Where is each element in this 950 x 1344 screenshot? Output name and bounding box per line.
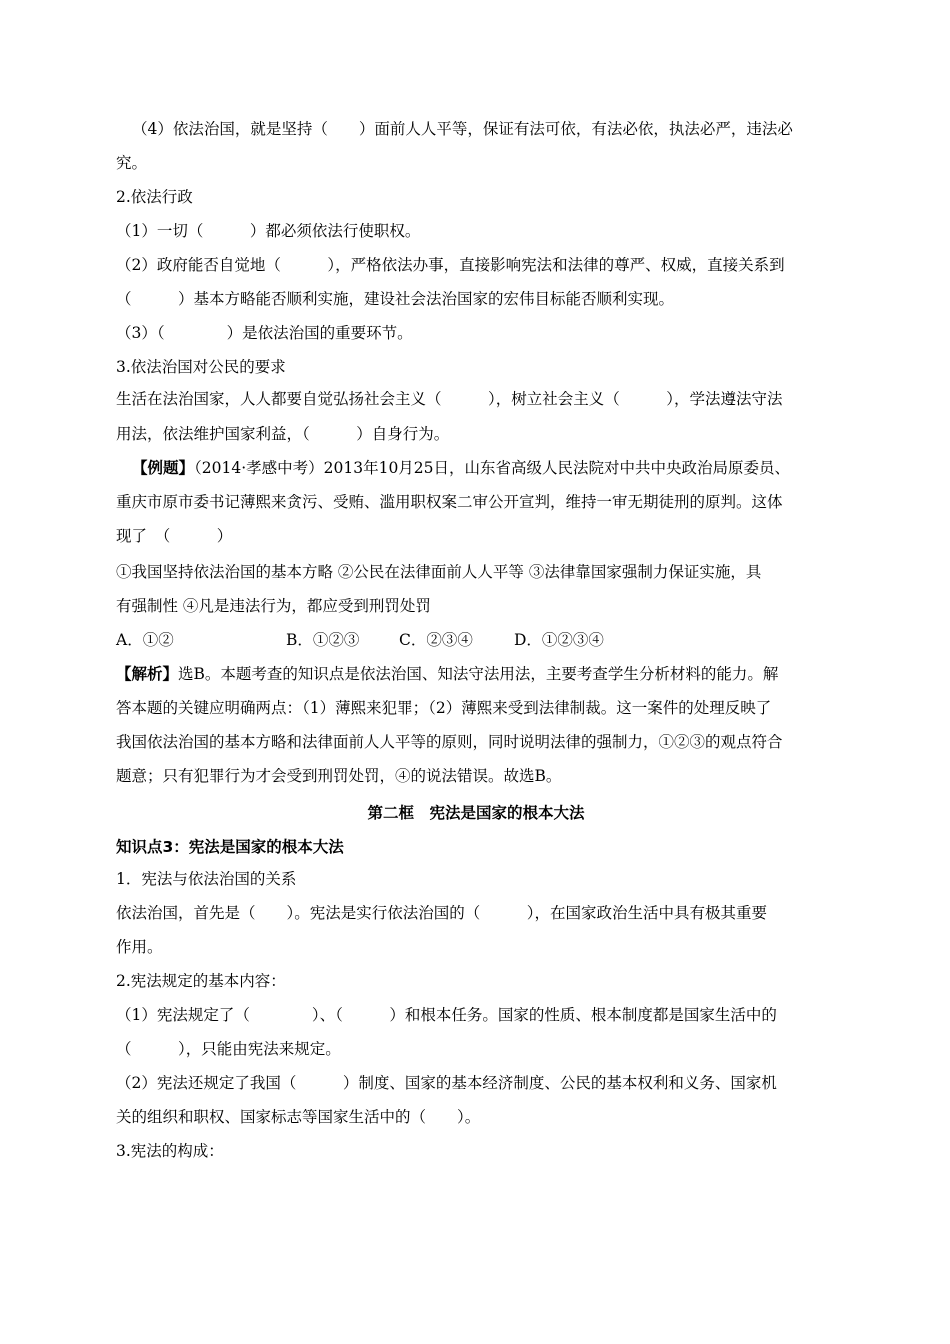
- text-line: 3.宪法的构成：: [116, 1142, 224, 1160]
- text-line: 用法，依法维护国家利益，（ ）自身行为。: [116, 425, 450, 443]
- text-line: 题意；只有犯罪行为才会受到刑罚处罚，④的说法错误。故选B。: [116, 767, 562, 785]
- option-b: B．①②③: [286, 631, 360, 649]
- analysis-text: 选B。本题考查的知识点是依法治国、知法守法用法，主要考查学生分析材料的能力。解: [178, 665, 779, 683]
- text-line: 3.依法治国对公民的要求: [116, 358, 286, 376]
- text-line: （2）政府能否自觉地（ ），严格依法办事，直接影响宪法和法律的尊严、权威，直接关系到: [116, 256, 785, 274]
- text-line: （3）（ ）是依法治国的重要环节。: [116, 324, 413, 342]
- text-line: 生活在法治国家，人人都要自觉弘扬社会主义（ ），树立社会主义（ ），学法遵法守法: [116, 390, 783, 408]
- knowledge-point-title: 知识点3：宪法是国家的根本大法: [116, 838, 344, 856]
- text-line: 有强制性 ④凡是违法行为，都应受到刑罚处罚: [116, 597, 431, 615]
- text-line: （2）宪法还规定了我国（ ）制度、国家的基本经济制度、公民的基本权利和义务、国家机: [116, 1074, 777, 1092]
- text-line: 2.宪法规定的基本内容：: [116, 972, 286, 990]
- option-a: A．①②: [116, 631, 174, 649]
- text-line: 关的组织和职权、国家标志等国家生活中的（ ）。: [116, 1108, 481, 1126]
- analysis-tag: 【解析】: [116, 665, 179, 683]
- text-line: （ ）基本方略能否顺利实施，建设社会法治国家的宏伟目标能否顺利实现。: [116, 290, 675, 308]
- option-d: D．①②③④: [514, 631, 604, 649]
- section-heading: 第二框 宪法是国家的根本大法: [367, 804, 585, 822]
- text-line: （4）依法治国，就是坚持（ ）面前人人平等，保证有法可依，有法必依，执法必严，违法必: [132, 120, 793, 138]
- example-question: [132, 457, 852, 479]
- text-line: 2.依法行政: [116, 188, 193, 206]
- text-line: （ ），只能由宪法来规定。: [116, 1040, 341, 1058]
- text-line: 重庆市原市委书记薄熙来贪污、受贿、滥用职权案二审公开宣判，维持一审无期徒刑的原判。这体: [116, 493, 783, 511]
- answer-options: [116, 629, 836, 651]
- text-line: 我国依法治国的基本方略和法律面前人人平等的原则，同时说明法律的强制力，①②③的观点符合: [116, 733, 783, 751]
- text-line: 答本题的关键应明确两点：（1）薄熙来犯罪；（2）薄熙来受到法律制裁。这一案件的处理反映了: [116, 699, 772, 717]
- option-c: C．②③④: [399, 631, 473, 649]
- analysis-paragraph: [116, 663, 836, 685]
- example-text: （2014·孝感中考）2013年10月25日，山东省高级人民法院对中共中央政治局原委员、: [194, 459, 791, 477]
- text-line: 依法治国，首先是（ ）。宪法是实行依法治国的（ ），在国家政治生活中具有极其重要: [116, 904, 768, 922]
- text-line: 究。: [116, 154, 148, 172]
- text-line: 现了 （ ）: [116, 527, 233, 545]
- text-line: （1）一切（ ）都必须依法行使职权。: [116, 222, 421, 240]
- example-tag: 【例题】: [132, 459, 195, 477]
- text-line: （1）宪法规定了（ ）、（ ）和根本任务。国家的性质、根本制度都是国家生活中的: [116, 1006, 777, 1024]
- text-line: ①我国坚持依法治国的基本方略 ②公民在法律面前人人平等 ③法律靠国家强制力保证实施，具: [116, 563, 762, 581]
- text-line: 1．宪法与依法治国的关系: [116, 870, 297, 888]
- text-line: 作用。: [116, 938, 163, 956]
